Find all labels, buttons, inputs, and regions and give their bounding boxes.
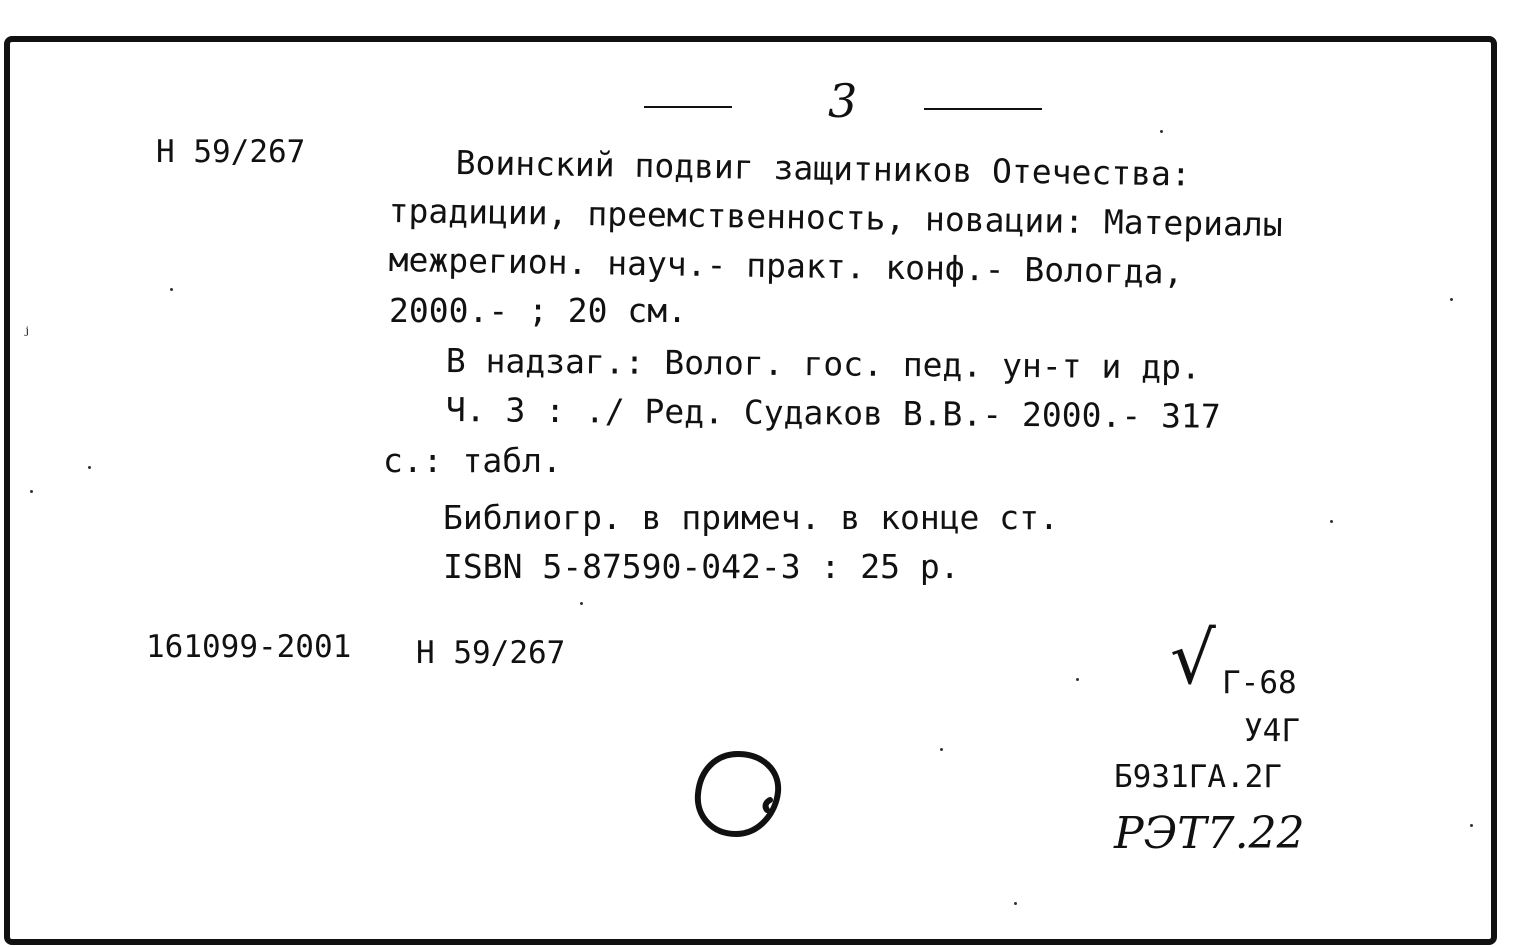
scan-speck xyxy=(1160,130,1163,133)
accession-number: 161099-2001 xyxy=(146,629,352,665)
checkmark-icon: √ xyxy=(1170,616,1216,700)
scan-speck xyxy=(30,490,33,493)
title-line-1: Воинский подвиг защитников Отечества: xyxy=(455,143,1192,194)
title-line-2: традиции, преемственность, новации: Материалы xyxy=(388,191,1283,245)
scan-speck xyxy=(1014,902,1017,905)
isbn-line: ISBN 5-87590-042-3 : 25 р. xyxy=(443,547,960,586)
scan-speck xyxy=(1470,824,1473,827)
part-line-cont: с.: табл. xyxy=(383,441,562,480)
punch-hole-circle xyxy=(690,746,786,842)
title-line-4: 2000.- ; 20 см. xyxy=(389,291,688,330)
bibliography-note: Библиогр. в примеч. в конце ст. xyxy=(443,498,1059,537)
margin-mark-1: ʲ xyxy=(24,324,29,345)
scan-speck xyxy=(1450,298,1453,301)
part-line: Ч. 3 : ./ Ред. Судаков В.В.- 2000.- 317 xyxy=(445,390,1221,436)
sheet-number: 3 xyxy=(828,74,858,128)
handwritten-code: РЭТ7.22 xyxy=(1114,808,1305,859)
catalog-card xyxy=(4,36,1497,945)
scan-speck xyxy=(1076,678,1079,681)
call-number: Н 59/267 xyxy=(156,134,306,170)
note-header: В надзаг.: Волог. гос. пед. ун-т и др. xyxy=(445,341,1201,387)
scan-speck xyxy=(940,748,943,751)
header-dash-left xyxy=(644,106,732,108)
scan-speck xyxy=(170,288,173,291)
header-dash-right xyxy=(924,108,1042,110)
scan-speck xyxy=(1330,520,1333,523)
accession-call-number: Н 59/267 xyxy=(416,635,566,671)
class-code-3: Б931ГА.2Г xyxy=(1114,759,1282,795)
title-line-3: межрегион. науч.- практ. конф.- Вологда, xyxy=(388,240,1184,292)
scan-speck xyxy=(580,602,583,605)
scan-speck xyxy=(88,466,91,469)
class-code-1: Г-68 xyxy=(1222,665,1297,701)
class-code-2: У4Г xyxy=(1244,713,1300,749)
